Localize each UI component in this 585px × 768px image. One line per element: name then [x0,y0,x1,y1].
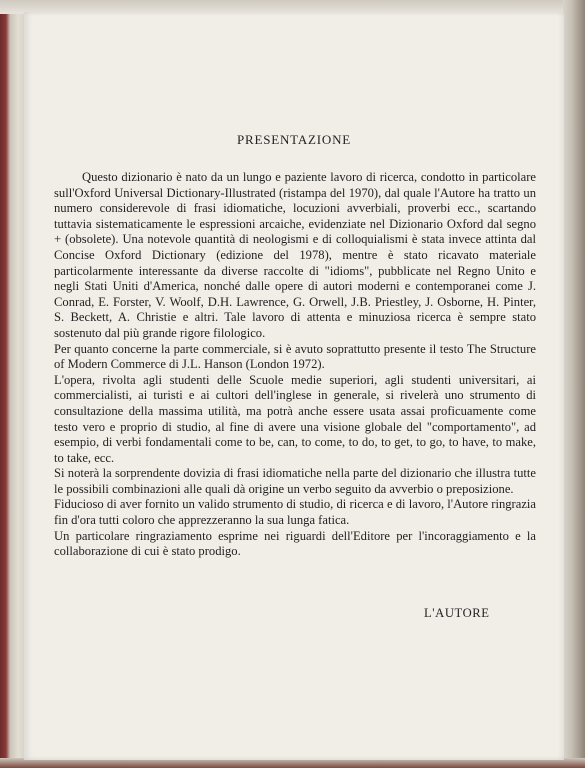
page-title: PRESENTAZIONE [236,132,352,147]
paragraph-audience: L'opera, rivolta agli studenti delle Scuole medie superiori, agli studenti universitari, ai commercialisti, ai turisti e ai cultori dell'inglese in generale, si rivelerà uno strumento di consultazione della massima utilità, ma potrà anche essere usata assai proficuamente come testo vero e proprio di studio, al fine di avere una visione globale del "comportamento", ad esempio, di verbi fondamentali come to be, can, to come, to do, to get, to go, to have, to make, to take, ecc. [54,372,536,465]
paragraph-idioms: Si noterà la sorprendente dovizia di frasi idiomatiche nella parte del dizionario che illustra tutte le possibili combinazioni alle quali dà origine un verbo seguito da avverbio o preposizione. [54,466,536,496]
paragraph-thanks-editor: Un particolare ringraziamento esprime nei riguardi dell'Editore per l'incoraggiamento e la collaborazione di cui è stato prodigo. [54,528,536,559]
book-cover-right-edge [563,0,585,768]
author-signature: L'AUTORE [424,606,490,620]
paragraph-commerce: Per quanto concerne la parte commerciale, si è avuto soprattutto presente il testo The Structure of Modern Commerce di J.L. Hanson (London 1972). [54,341,536,372]
paragraph-origin: Questo dizionario è nato da un lungo e paziente lavoro di ricerca, condotto in particolare sull'Oxford Universal Dictionary-Illustrated (ristampa del 1970), dal quale l'Autore ha tratto un numero considerevole di frasi idiomatiche, locuzioni avverbiali, proverbi ecc., scartando tuttavia sistematicamente le espressioni arcaiche, evidenziate nel Dizionario Oxford dal segno + (obsolete). Una notevole quantità di neologismi e di colloquialismi è stata invece attinta dal Concise Oxford Dictionary (edizione del 1978), mentre è stato ricavato materiale particolarmente interessante da diverse raccolte di "idioms", pubblicate nel Regno Unito e negli Stati Uniti d'America, nonché dalle opere di autori moderni e contemporanei come J. Conrad, E. Forster, V. Woolf, D.H. Lawrence, G. Orwell, J.B. Priestley, J. Osborne, H. Pinter, S. Beckett, A. Christie e altri. Tale lavoro di attenta e minuziosa ricerca è sempre stato sostenuto dal più grande rigore filologico. [54,170,536,340]
paragraph-thanks-readers: Fiducioso di aver fornito un valido strumento di studio, di ricerca e di lavoro, l'Autore ringrazia fin d'ora tutti coloro che apprezzeranno la sua lunga fatica. [54,497,536,528]
body-text [54,170,536,560]
book-page [24,12,564,760]
book-cover-left-edge [0,0,26,768]
